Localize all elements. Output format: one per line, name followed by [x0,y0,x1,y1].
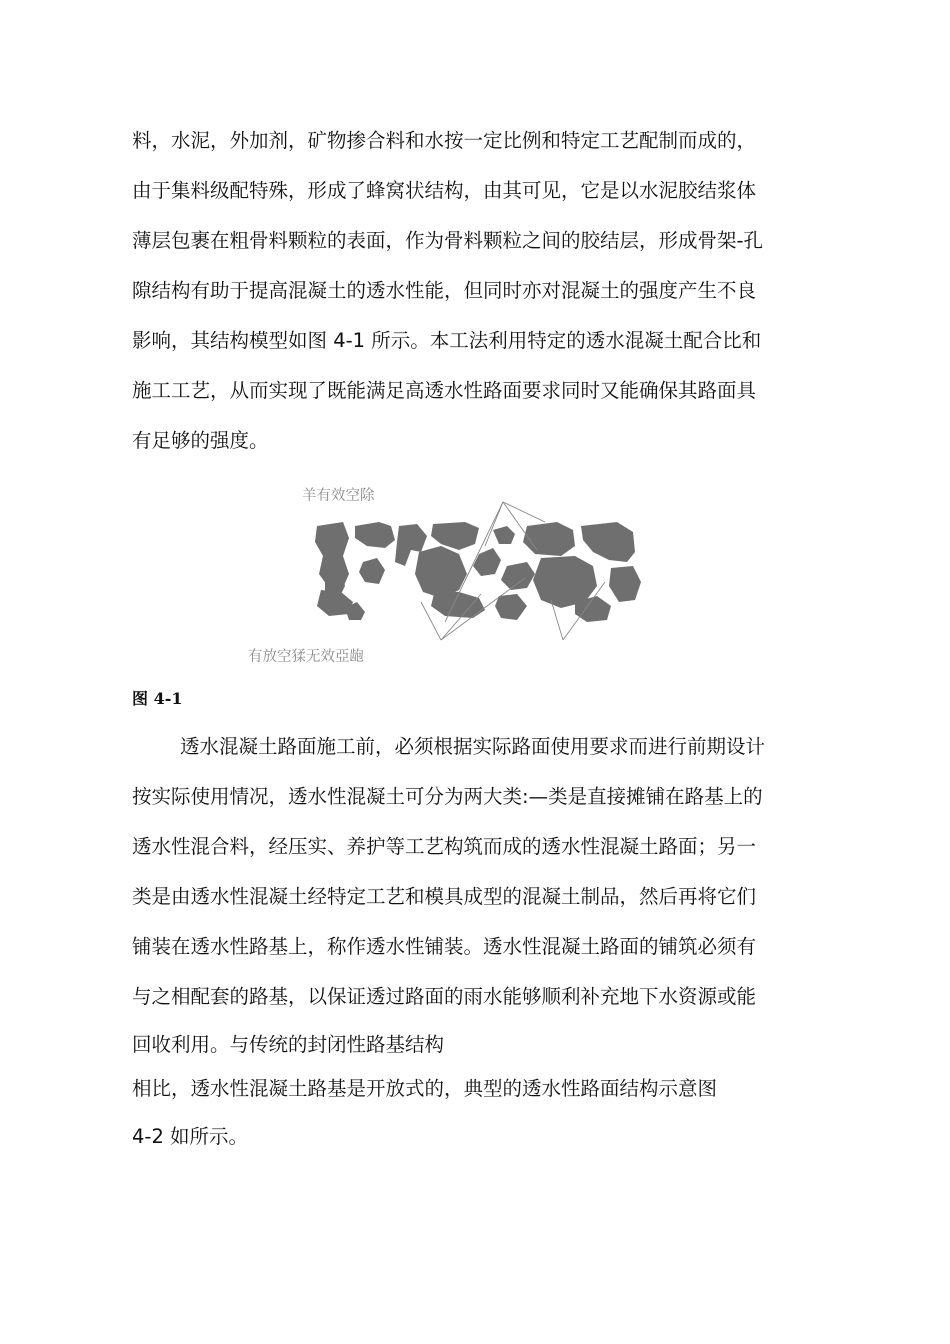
aggregate-particle [473,548,501,576]
aggregate-particle [415,546,467,598]
aggregate-particle [431,522,479,550]
paragraph-line: 施工工艺，从而实现了既能满足高透水性路面要求同时又能确保其路面具 [132,379,757,402]
aggregate-particle [609,566,641,602]
aggregate-particle [495,594,527,620]
paragraph-line: 类是由透水性混凝土经特定工艺和模具成型的混凝土制品，然后再将它们 [132,885,757,908]
aggregate-particles [315,522,641,622]
paragraph-line: 有足够的强度。 [132,429,269,452]
pointer-line [503,502,545,522]
paragraph-line: 影响，其结构模型如图 4-1 所示。本工法利用特定的透水混凝土配合比和 [132,329,762,352]
figure-caption: 图 4-1 [132,689,183,708]
paragraph-line: 铺装在透水性路基上，称作透水性铺装。透水性混凝土路面的铺筑必须有 [132,935,757,958]
paragraph-line: 薄层包裹在粗骨料颗粒的表面，作为骨料颗粒之间的胶结层，形成骨架-孔 [132,229,764,252]
aggregate-structure-figure [245,482,645,668]
aggregate-particle [501,562,535,590]
aggregate-diagram [245,482,645,668]
paragraph-3-line: 4-2 如所示。 [132,1125,249,1148]
paragraph-line: 隙结构有助于提高混凝土的透水性能，但同时亦对混凝土的强度产生不良 [132,279,757,302]
paragraph-3-line: 相比，透水性混凝土路基是开放式的，典型的透水性路面结构示意图 [132,1077,718,1100]
paragraph-line: 透水性混合料，经压实、养护等工艺构筑而成的透水性混凝土路面；另一 [132,835,757,858]
aggregate-particle [359,558,385,584]
paragraph-line: 由于集料级配特殊，形成了蜂窝状结构，由其可见，它是以水泥胶结浆体 [132,179,757,202]
aggregate-particle [493,526,515,544]
paragraph-line: 料，水泥，外加剂，矿物掺合料和水按一定比例和特定工艺配制而成的， [132,129,757,152]
aggregate-particle [523,522,575,556]
aggregate-particle [355,522,395,548]
paragraph-line: 按实际使用情况，透水性混凝土可分为两大类:—类是直接摊铺在路基上的 [132,785,763,808]
figure-bottom-label: 有放空猱无效亞龅 [248,649,364,665]
figure-top-label: 羊有效空除 [302,488,375,504]
paragraph-line: 回收利用。与传统的封闭性路基结构 [132,1033,445,1056]
aggregate-particle [581,522,635,562]
paragraph-line: 与之相配套的路基，以保证透过路面的雨水能够顺利补充地下水资源或能 [132,985,757,1008]
paragraph-line: 透水混凝土路面施工前，必须根据实际路面使用要求而进行前期设计 [180,735,766,758]
